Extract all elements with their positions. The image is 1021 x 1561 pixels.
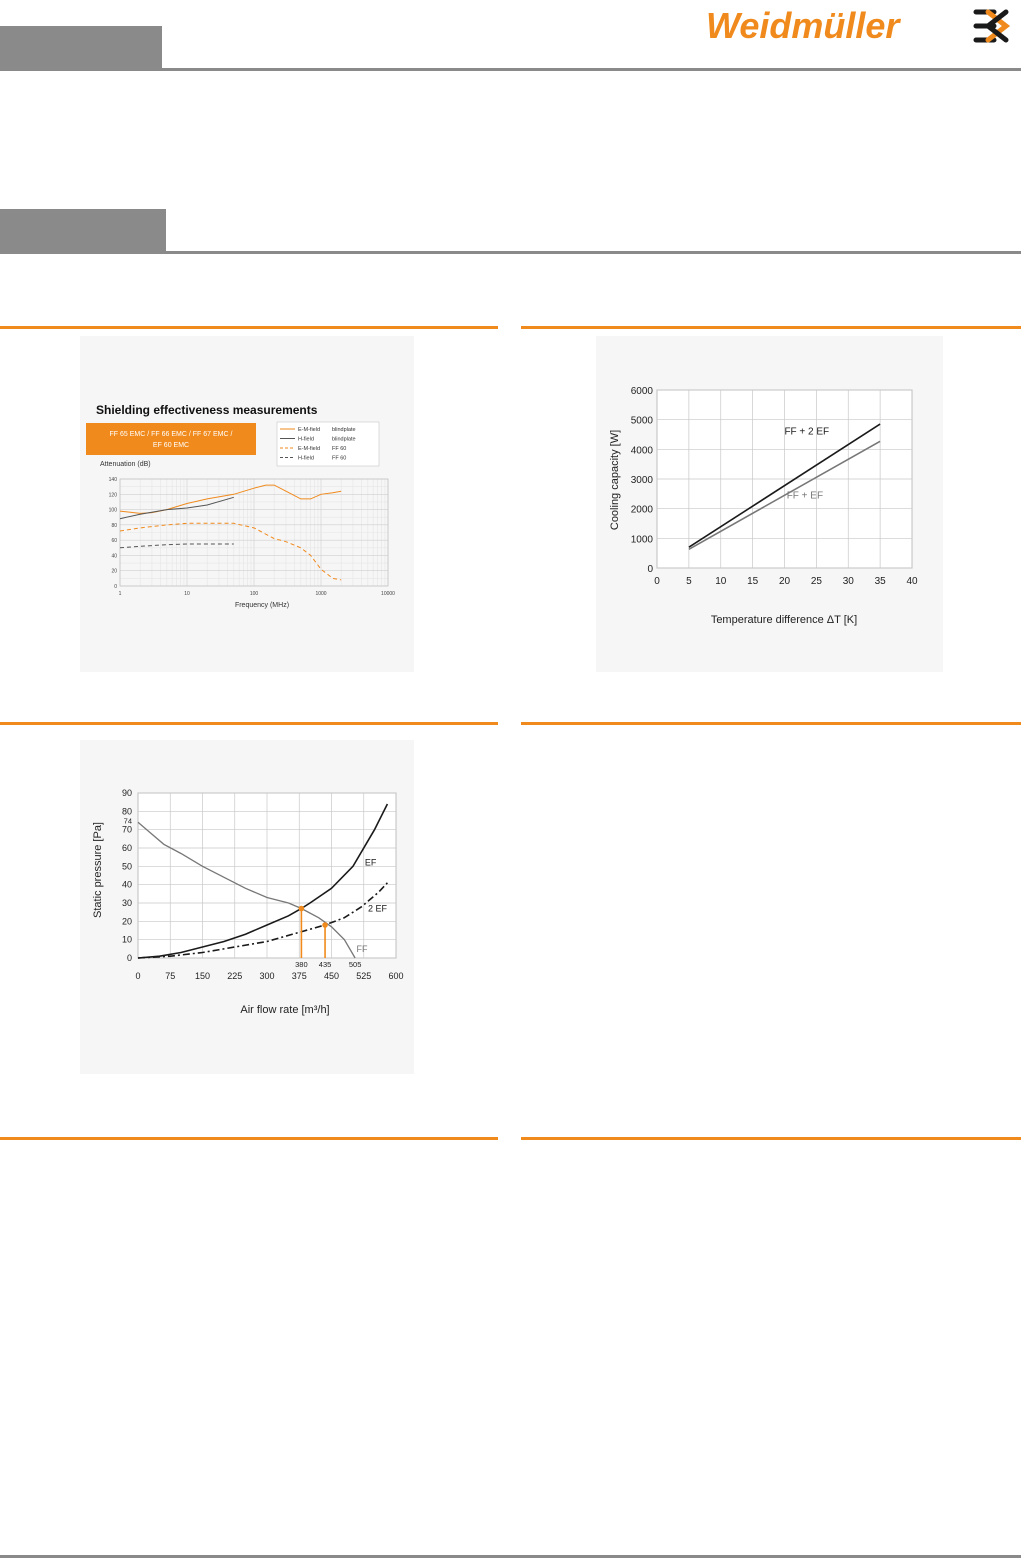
chart1-legend-label1: E-M-field [298, 446, 321, 452]
chart1-subtitle-box [86, 423, 256, 455]
chart3-xtick-label: 375 [291, 971, 307, 981]
pressure-chart-panel [80, 740, 414, 1074]
chart1-ytick-label: 100 [108, 507, 117, 514]
static-pressure-chart [80, 740, 414, 1074]
chart3-ytick-label: 40 [121, 879, 132, 890]
chart1-legend-label2: FF 60 [332, 446, 347, 452]
logo-wordmark: Weidmüller [706, 5, 900, 46]
chart1-plot-area [109, 477, 396, 597]
chart1-ytick-label: 40 [111, 553, 117, 560]
chart3-ytick-label: 80 [121, 806, 132, 817]
chart1-legend-label2: blindplate [332, 427, 356, 433]
chart3-operating-point [322, 922, 328, 928]
chart3-ylabel: Static pressure [Pa] [92, 822, 104, 918]
chart3-xtick-label: 450 [323, 971, 340, 981]
chart1-series-line [120, 523, 341, 580]
chart3-ytick-label: 90 [121, 788, 132, 798]
chart2-xtick-label: 35 [874, 576, 886, 587]
chart2-xtick-label: 20 [778, 576, 791, 587]
chart2-ylabel: Cooling capacity [W] [609, 429, 621, 531]
chart3-marker-label: 505 [348, 960, 362, 969]
chart3-series-label: EF [364, 857, 377, 868]
weidmuller-logo [706, 4, 1016, 48]
chart2-ytick-label: 1000 [630, 534, 653, 546]
row3-right-rule [521, 1137, 1021, 1140]
chart3-plot-area [122, 788, 404, 981]
cooling-capacity-chart [596, 336, 943, 672]
chart1-xtick-label: 10000 [381, 591, 395, 597]
chart1-xtick-label: 1 [118, 591, 122, 597]
chart2-xtick-label: 25 [810, 576, 822, 587]
chart3-xtick-label: 600 [388, 971, 404, 981]
chart3-xtick-label: 525 [356, 971, 372, 981]
chart2-series-label: FF + EF [786, 490, 824, 502]
chart3-ytick-label: 10 [121, 934, 132, 945]
chart3-marker-label: 380 [295, 960, 308, 969]
chart3-marker-label: 435 [318, 960, 332, 969]
chart3-ytick-label: 0 [126, 953, 132, 963]
chart1-legend-label1: E-M-field [298, 427, 321, 433]
chart1-legend-label2: FF 60 [332, 455, 347, 462]
chart3-extra-ytick-label: 74 [123, 816, 132, 826]
chart1-ytick-label: 20 [111, 568, 117, 575]
chart3-xtick-label: 75 [165, 971, 176, 981]
chart2-series-label: FF + 2 EF [784, 426, 830, 438]
chart1-xtick-label: 100 [249, 591, 259, 597]
chart1-series-line [120, 485, 341, 513]
chart3-ytick-label: 50 [121, 861, 132, 872]
row1-right-rule [521, 326, 1021, 329]
chart3-xlabel: Air flow rate [m³/h] [240, 1004, 330, 1016]
chart2-xtick-label: 10 [715, 576, 727, 587]
chart2-plot-area [631, 386, 918, 587]
chart2-xtick-label: 5 [686, 576, 692, 587]
chart1-xtick-label: 10 [184, 591, 190, 597]
chart3-ytick-label: 60 [121, 843, 132, 853]
chart1-ytick-label: 120 [108, 492, 117, 499]
footer-rule [0, 1555, 1021, 1558]
header-tab-block [0, 26, 162, 70]
chart3-series-label: FF [356, 943, 368, 954]
chart1-ytick-label: 0 [114, 584, 117, 590]
row2-right-rule [521, 722, 1021, 725]
chart2-xtick-label: 30 [842, 576, 854, 587]
chart2-ytick-label: 2000 [630, 504, 653, 516]
chart3-operating-point [299, 906, 305, 912]
chart3-series-label: 2 EF [368, 903, 388, 914]
chart2-xlabel: Temperature difference ΔT [K] [710, 614, 858, 626]
chart1-title: Shielding effectiveness measurements [96, 403, 318, 417]
logo-mark-icon [976, 12, 1006, 40]
chart1-legend [277, 422, 379, 466]
chart1-subtitle-line1: FF 65 EMC / FF 66 EMC / FF 67 EMC / [109, 431, 233, 438]
chart1-legend-label1: H-field [298, 436, 314, 443]
shielding-chart-panel [80, 336, 414, 672]
section-rule [0, 251, 1021, 254]
row3-left-rule [0, 1137, 498, 1140]
chart3-xtick-label: 0 [135, 971, 141, 981]
chart1-legend-label1: H-field [298, 455, 314, 462]
chart3-ytick-label: 70 [121, 824, 132, 835]
chart2-xtick-label: 0 [654, 576, 660, 587]
header-rule [0, 68, 1021, 71]
chart3-xtick-label: 150 [194, 971, 211, 981]
chart1-ytick-label: 80 [111, 522, 117, 529]
chart2-ytick-label: 4000 [630, 445, 653, 457]
chart2-xtick-label: 15 [747, 576, 759, 587]
chart2-xtick-label: 40 [906, 576, 918, 587]
chart2-ytick-label: 5000 [630, 415, 653, 427]
chart1-xtick-label: 1000 [315, 591, 327, 597]
row2-left-rule [0, 722, 498, 725]
cooling-chart-panel [596, 336, 943, 672]
chart1-ytick-label: 60 [111, 538, 117, 545]
chart1-ytick-label: 140 [108, 477, 117, 483]
chart1-xlabel: Frequency (MHz) [234, 602, 290, 609]
chart2-ytick-label: 0 [647, 564, 653, 575]
chart3-ytick-label: 20 [121, 916, 132, 927]
chart3-ytick-label: 30 [121, 898, 132, 908]
shielding-effectiveness-chart [80, 336, 414, 672]
chart2-ytick-label: 3000 [630, 475, 653, 486]
chart1-legend-label2: blindplate [332, 436, 356, 443]
chart1-subtitle-line2: EF 60 EMC [152, 442, 190, 449]
chart2-ytick-label: 6000 [630, 386, 653, 397]
section-tab-block [0, 209, 166, 251]
chart1-ylabel: Attenuation (dB) [100, 461, 151, 468]
chart3-xtick-label: 300 [259, 971, 275, 981]
chart3-xtick-label: 225 [227, 971, 243, 981]
row1-left-rule [0, 326, 498, 329]
